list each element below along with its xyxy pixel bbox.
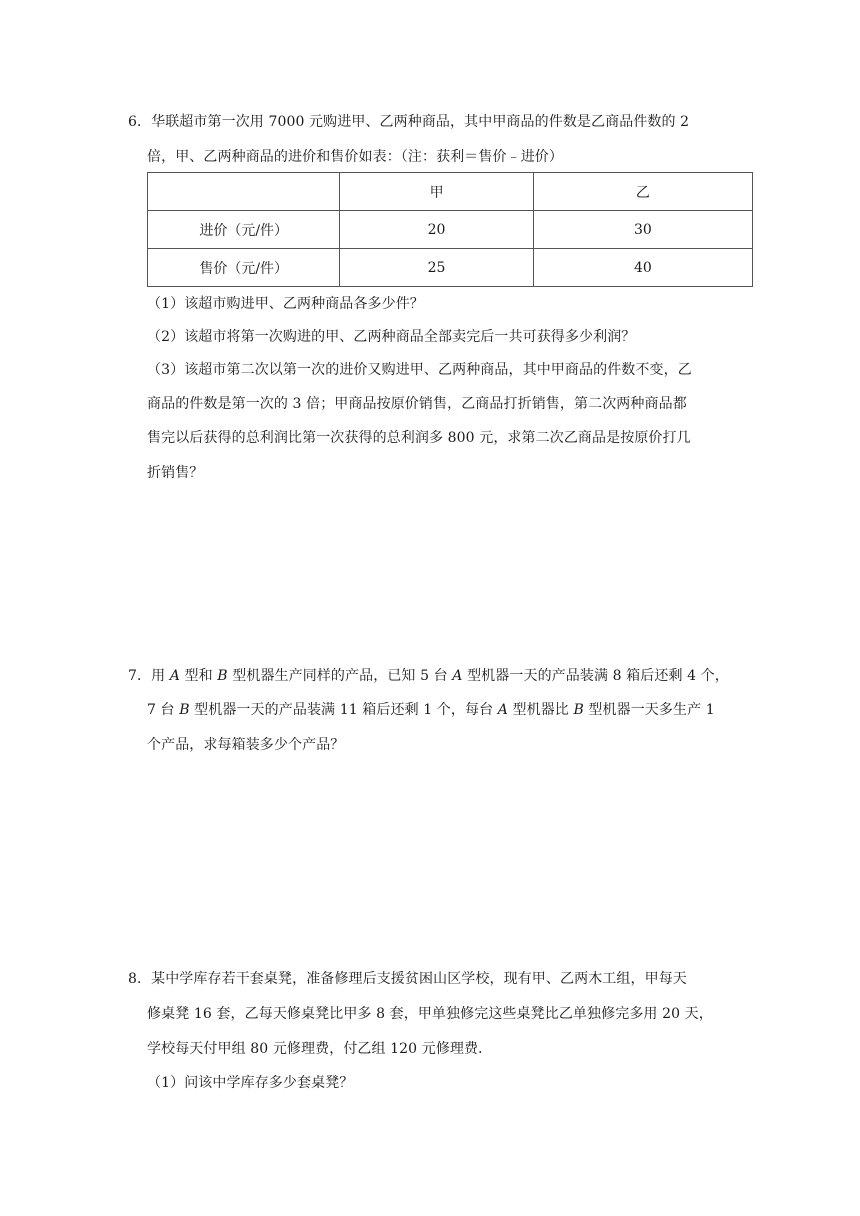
table-cell <box>148 173 340 211</box>
q8-sub-1: （1）问该中学库存多少套桌凳？ <box>147 1075 354 1091</box>
math-var: B <box>573 702 584 718</box>
q7-line-3: 个产品，求每箱装多少个产品？ <box>147 737 345 753</box>
math-var: B <box>217 668 228 684</box>
q7-line-2 <box>147 700 715 720</box>
table-cell: 25 <box>340 249 533 287</box>
q6-sub-3-line-3: 售完以后获得的总利润比第一次获得的总利润多 800 元，求第二次乙商品是按原价打几 <box>147 430 691 446</box>
math-var: A <box>169 668 180 684</box>
text-run: 型机器一天的产品装满 8 箱后还剩 4 个， <box>462 668 729 684</box>
math-var: A <box>452 668 463 684</box>
q7-line-1 <box>128 666 729 686</box>
q6-sub-3-line-2: 商品的件数是第一次的 3 倍；甲商品按原价销售，乙商品打折销售，第二次两种商品都 <box>147 396 687 412</box>
text-run: 7．用 <box>128 668 170 684</box>
q6-line-1: 6．华联超市第一次用 7000 元购进甲、乙两种商品，其中甲商品的件数是乙商品件数的 2 <box>128 114 690 130</box>
q8-line-1: 8．某中学库存若干套桌凳，准备修理后支援贫困山区学校，现有甲、乙两木工组，甲每天 <box>128 971 687 987</box>
table-cell: 30 <box>533 211 752 249</box>
text-run: 7 台 <box>147 702 180 718</box>
text-run: 型和 <box>179 668 218 684</box>
q8-line-2: 修桌凳 16 套，乙每天修桌凳比甲多 8 套，甲单独修完这些桌凳比乙单独修完多用 20 天， <box>147 1006 713 1022</box>
table-cell: 20 <box>340 211 533 249</box>
text-run: 型机器生产同样的产品，已知 5 台 <box>227 668 453 684</box>
q6-sub-1: （1）该超市购进甲、乙两种商品各多少件？ <box>147 296 424 312</box>
q6-sub-3-line-1: （3）该超市第二次以第一次的进价又购进甲、乙两种商品，其中甲商品的件数不变，乙 <box>147 362 692 378</box>
math-var: A <box>497 702 508 718</box>
table-cell: 40 <box>533 249 752 287</box>
q6-line-2: 倍，甲、乙两种商品的进价和售价如表：（注：获利＝售价﹣进价） <box>147 149 563 165</box>
text-run: 型机器一天多生产 1 <box>583 702 715 718</box>
table-cell: 售价（元/件） <box>148 249 340 287</box>
math-var: B <box>179 702 190 718</box>
table-cell: 乙 <box>533 173 752 211</box>
q8-line-3: 学校每天付甲组 80 元修理费，付乙组 120 元修理费． <box>147 1041 493 1057</box>
table-row <box>148 249 753 287</box>
price-table <box>147 172 753 287</box>
q6-sub-3-line-4: 折销售？ <box>147 465 204 481</box>
table-header-row <box>148 173 753 211</box>
table-cell: 甲 <box>340 173 533 211</box>
text-run: 型机器比 <box>507 702 574 718</box>
table-row <box>148 211 753 249</box>
table-cell: 进价（元/件） <box>148 211 340 249</box>
text-run: 型机器一天的产品装满 11 箱后还剩 1 个，每台 <box>189 702 498 718</box>
q6-sub-2: （2）该超市将第一次购进的甲、乙两种商品全部卖完后一共可获得多少利润？ <box>147 329 636 345</box>
